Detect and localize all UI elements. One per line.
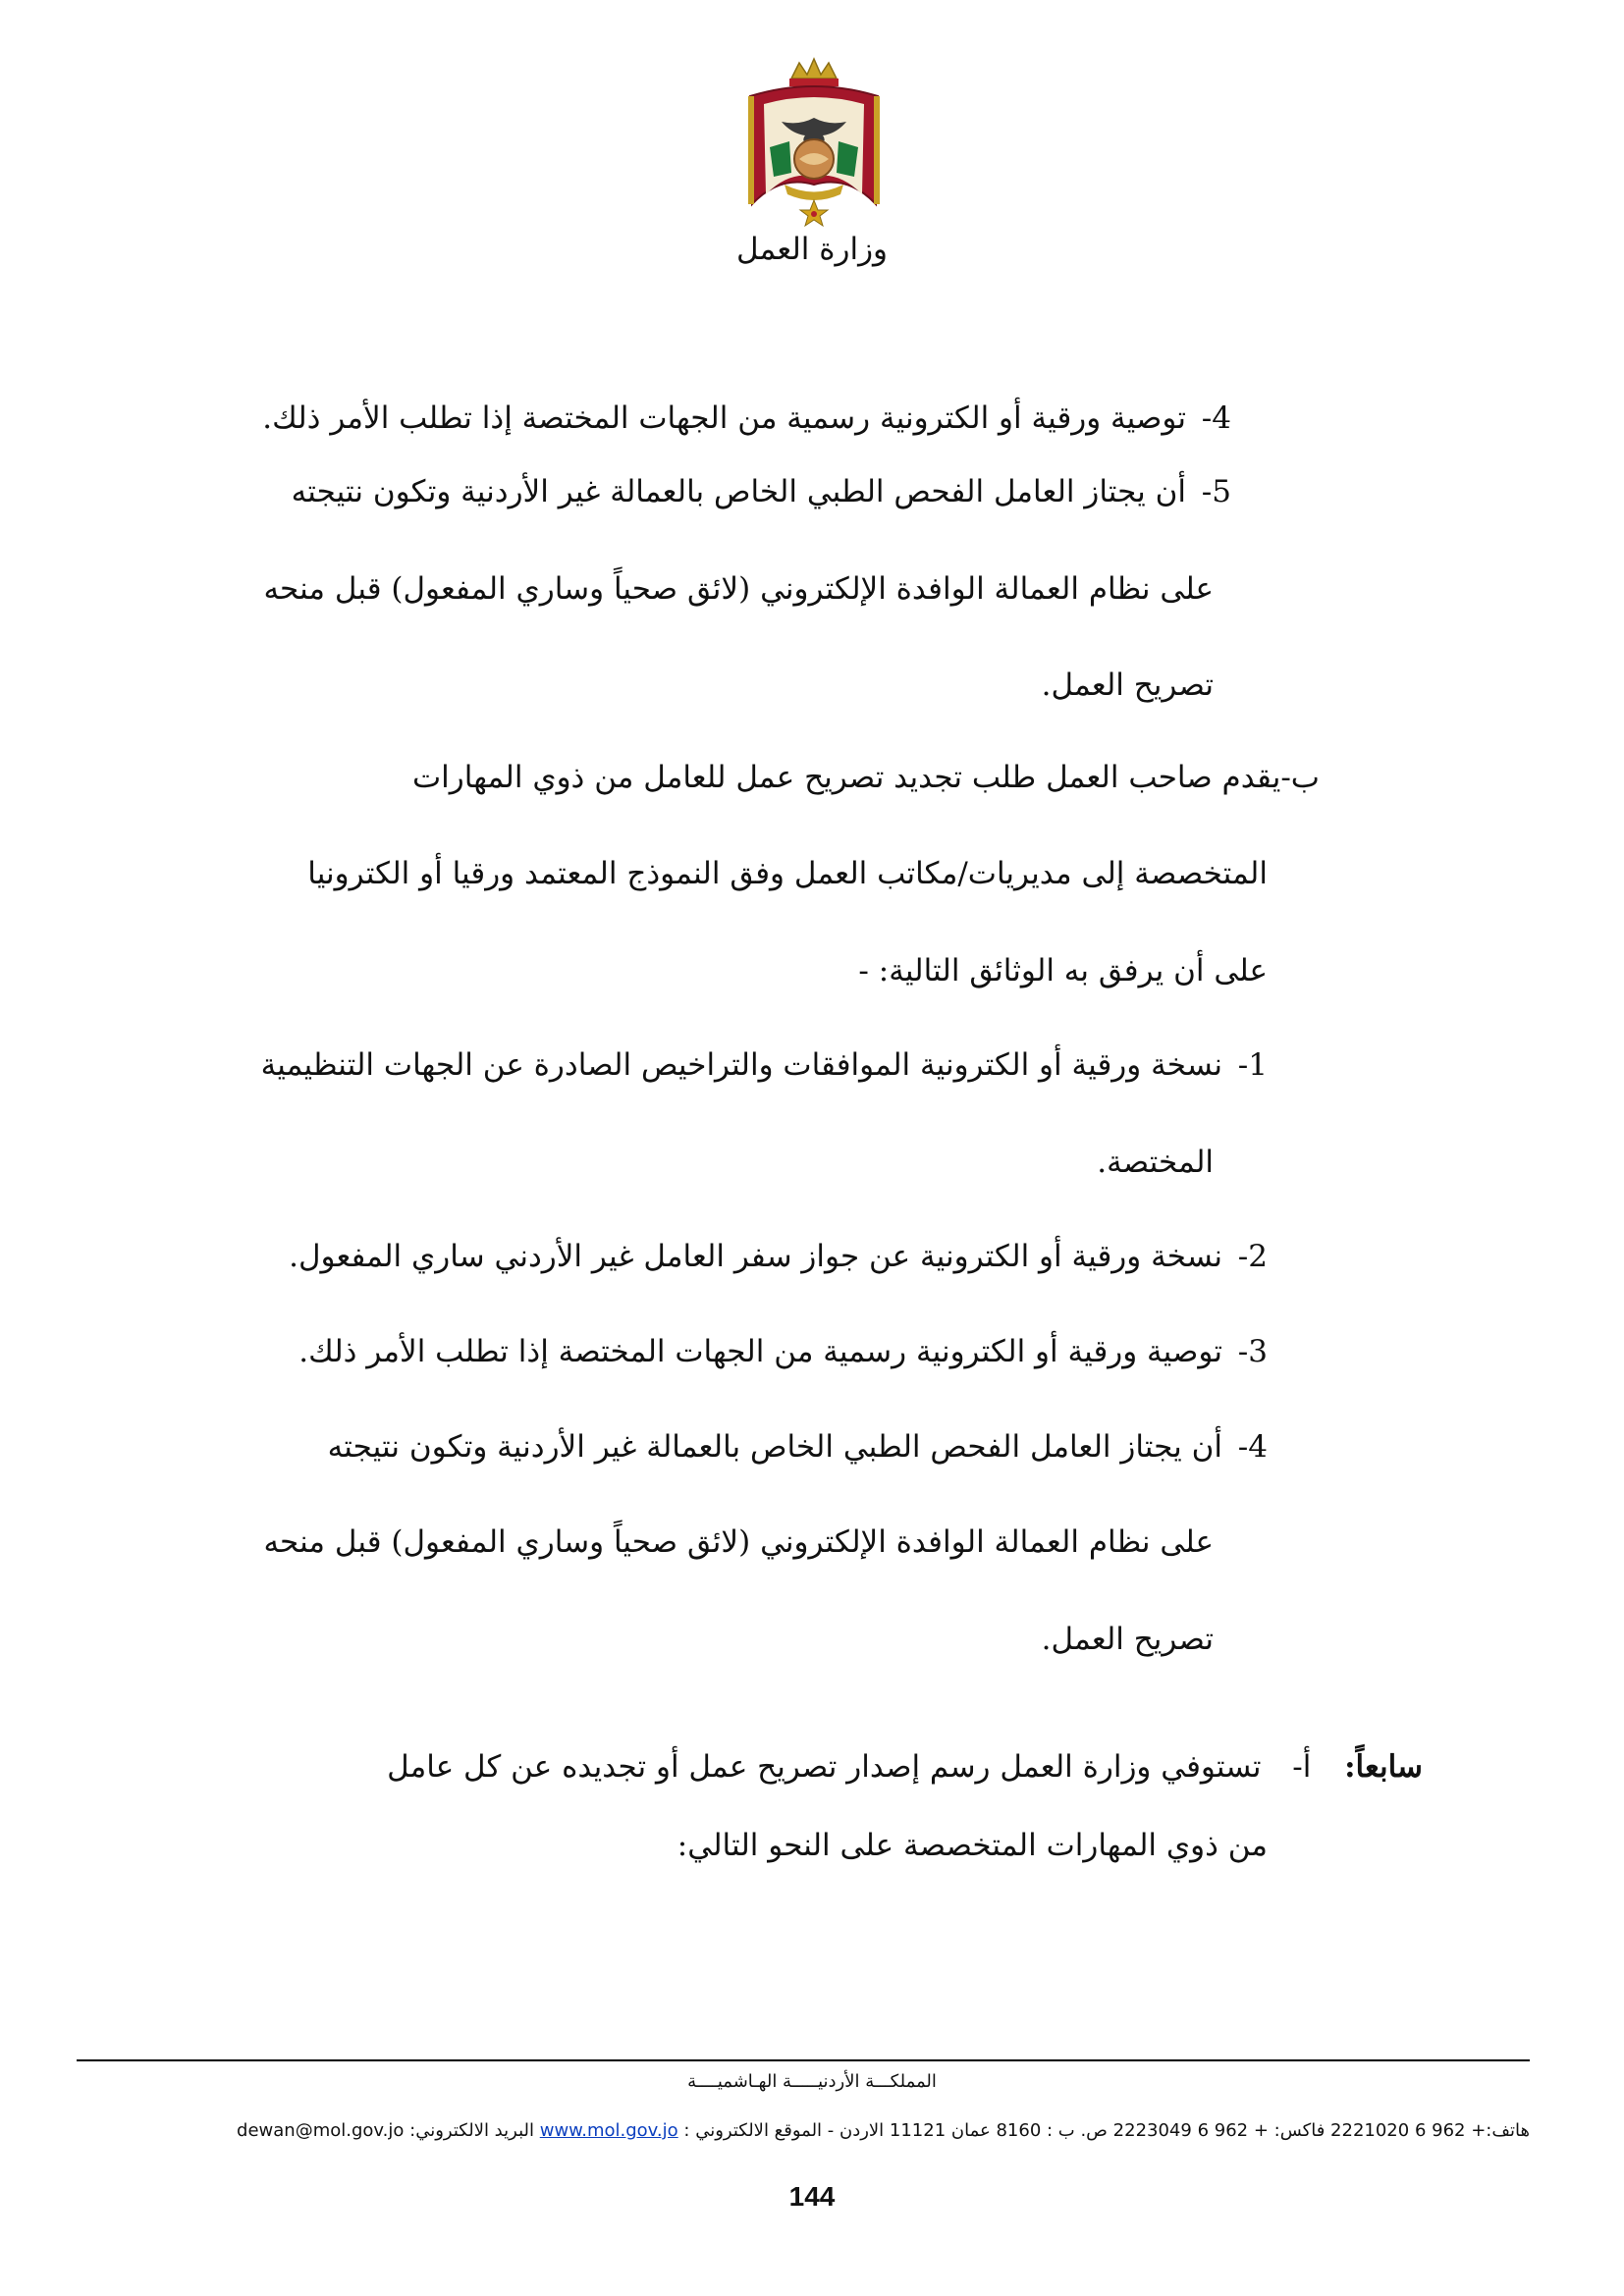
jordan-coat-of-arms-emblem xyxy=(731,57,897,230)
item-number: 2- xyxy=(1237,1239,1268,1274)
page-number: 144 xyxy=(788,2181,836,2212)
list-item xyxy=(261,1043,1268,1087)
list-item xyxy=(262,397,1231,440)
list-item xyxy=(289,1235,1268,1278)
section-label: سابعاً: xyxy=(1344,1749,1423,1785)
paragraph-line: على أن يرفق به الوثائق التالية: - xyxy=(858,953,1268,988)
item-number: 1- xyxy=(1237,1047,1268,1083)
footer-kingdom: المملكـــة الأردنيـــــة الهـاشميــــة xyxy=(687,2071,937,2092)
email-address: dewan@mol.gov.jo xyxy=(237,2120,405,2141)
item-text: توصية ورقية أو الكترونية رسمية من الجهات المختصة إذا تطلب الأمر ذلك. xyxy=(262,400,1186,436)
list-item xyxy=(328,1425,1268,1468)
item-text: توصية ورقية أو الكترونية رسمية من الجهات المختصة إذا تطلب الأمر ذلك. xyxy=(298,1334,1222,1369)
paragraph-line: ب-يقدم صاحب العمل طلب تجديد تصريح عمل للعامل من ذوي المهارات xyxy=(411,760,1320,795)
email-label: البريد الالكتروني: xyxy=(409,2120,534,2141)
paragraph-line: المتخصصة إلى مديريات/مكاتب العمل وفق النموذج المعتمد ورقيا أو الكترونيا xyxy=(307,856,1268,891)
item-text-continued: تصريح العمل. xyxy=(1041,667,1214,703)
item-number: 5- xyxy=(1201,474,1231,509)
website-link[interactable]: www.mol.gov.jo xyxy=(539,2120,678,2141)
item-number: 4- xyxy=(1237,1429,1268,1465)
item-text-continued: تصريح العمل. xyxy=(1041,1622,1214,1657)
item-number: 3- xyxy=(1237,1334,1268,1369)
list-item xyxy=(292,470,1231,513)
item-text: نسخة ورقية أو الكترونية عن جواز سفر العامل غير الأردني ساري المفعول. xyxy=(289,1239,1222,1274)
item-text: أن يجتاز العامل الفحص الطبي الخاص بالعمالة غير الأردنية وتكون نتيجته xyxy=(327,1429,1222,1465)
item-text: نسخة ورقية أو الكترونية الموافقات والتراخيص الصادرة عن الجهات التنظيمية xyxy=(260,1047,1222,1083)
item-text-continued: على نظام العمالة الوافدة الإلكتروني (لائق صحياً وساري المفعول) قبل منحه xyxy=(263,1524,1214,1560)
footer-contact-details: هاتف:+ 962 6 2221020 فاكس: + 962 6 2223049 ص. ب : 8160 عمان 11121 الاردن - الموقع الالكتروني : xyxy=(683,2120,1530,2141)
item-text: أن يجتاز العامل الفحص الطبي الخاص بالعمالة غير الأردنية وتكون نتيجته xyxy=(291,474,1186,509)
paragraph-line: من ذوي المهارات المتخصصة على النحو التالي: xyxy=(677,1828,1268,1863)
item-text-continued: على نظام العمالة الوافدة الإلكتروني (لائق صحياً وساري المفعول) قبل منحه xyxy=(263,571,1214,607)
list-item xyxy=(298,1330,1268,1373)
item-number: 4- xyxy=(1201,400,1231,436)
footer-divider xyxy=(77,2059,1530,2061)
section-heading-line xyxy=(387,1745,1423,1789)
footer-contact xyxy=(237,2120,1530,2141)
ministry-title: وزارة العمل xyxy=(735,232,889,267)
paragraph-text: تستوفي وزارة العمل رسم إصدار تصريح عمل أو تجديده عن كل عامل xyxy=(387,1749,1262,1785)
item-text-continued: المختصة. xyxy=(1097,1145,1214,1180)
sub-label: أ- xyxy=(1292,1749,1312,1785)
